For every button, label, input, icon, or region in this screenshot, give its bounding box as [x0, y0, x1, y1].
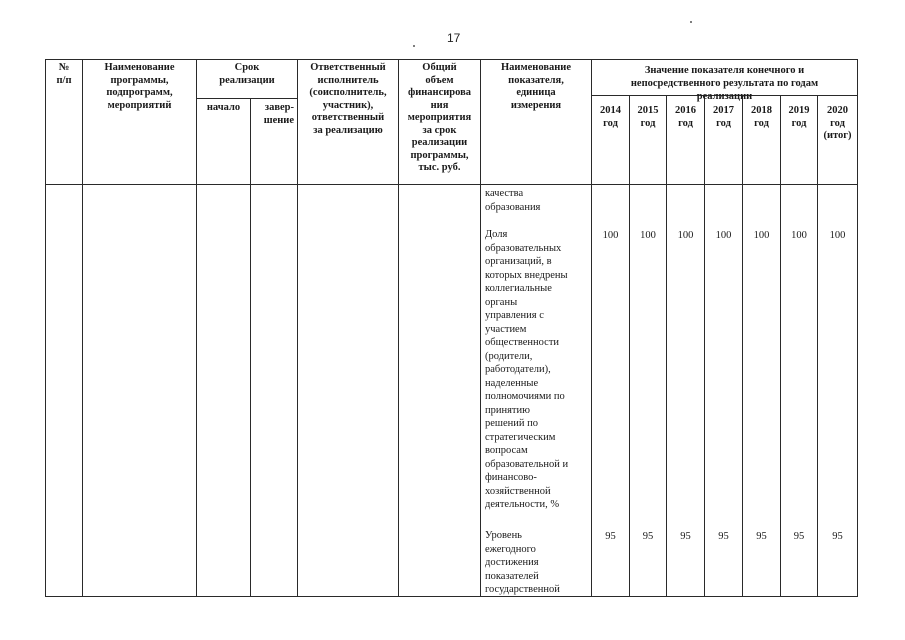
row-value: 100 — [753, 230, 770, 241]
col-rule — [196, 59, 197, 596]
page-number: 17 — [447, 31, 461, 45]
row-value: 95 — [756, 531, 767, 542]
row-value: 100 — [715, 230, 732, 241]
header-term: Срок реализации — [219, 62, 275, 86]
row-value: 100 — [829, 230, 846, 241]
header-term-end: завер- шение — [263, 102, 294, 126]
row-value: 95 — [832, 531, 843, 542]
row-indicator-text: Уровень ежегодного достижения показателей государственной — [485, 530, 560, 595]
header-num: № п/п — [56, 62, 72, 86]
header-term-start: начало — [206, 102, 241, 113]
table-border-bottom — [45, 596, 858, 597]
header-year: 2016 год — [675, 105, 696, 129]
col-rule — [742, 95, 743, 596]
col-rule — [297, 59, 298, 596]
header-year: 2017 год — [713, 105, 734, 129]
row-indicator-text: качества образования — [485, 188, 541, 213]
row-value: 100 — [640, 230, 656, 241]
row-value: 100 — [677, 230, 694, 241]
header-program-name: Наименование программы, подпрограмм, мероприятий — [104, 62, 175, 111]
header-year: 2020 год (итог) — [823, 105, 852, 141]
col-rule — [780, 95, 781, 596]
col-rule — [704, 95, 705, 596]
header-indicator: Наименование показателя, единица измерения — [501, 62, 571, 111]
header-year: 2015 год — [637, 105, 659, 129]
scan-speck — [413, 45, 415, 47]
table-border-top — [45, 59, 858, 60]
row-indicator-text: Доля образовательных организаций, в которых внедрены коллегиальные органы управления с участием общественности (родители, работодатели), наделенные полномочиями по принятию решений по стратегическим вопросам образовательной и финансово- хозяйственной деятельности, % — [485, 229, 569, 510]
scan-speck — [690, 21, 692, 23]
row-value: 95 — [605, 531, 616, 542]
row-value: 100 — [602, 230, 619, 241]
header-year: 2018 год — [751, 105, 772, 129]
header-values-group: Значение показателя конечного и непосредственного результата по годам реализации — [630, 65, 819, 102]
header-bottom-rule — [45, 184, 858, 185]
row-value: 95 — [718, 531, 729, 542]
row-value: 100 — [791, 230, 807, 241]
col-rule — [666, 95, 667, 596]
col-rule — [629, 95, 630, 596]
header-financing: Общий объем финансирова ния мероприятия за срок реализации программы, тыс. руб. — [407, 62, 472, 173]
col-rule — [82, 59, 83, 596]
table-border-right — [857, 59, 858, 596]
col-rule — [480, 59, 481, 596]
term-group-divider — [196, 98, 297, 99]
header-executor: Ответственный исполнитель (соисполнитель, участник), ответственный за реализацию — [309, 62, 387, 136]
header-year: 2014 год — [600, 105, 621, 129]
col-rule — [45, 59, 46, 596]
col-rule — [250, 98, 251, 596]
col-rule — [817, 95, 818, 596]
row-value: 95 — [642, 531, 654, 542]
col-rule — [591, 59, 592, 596]
row-value: 95 — [793, 531, 805, 542]
header-year: 2019 год — [788, 105, 810, 129]
row-value: 95 — [680, 531, 691, 542]
